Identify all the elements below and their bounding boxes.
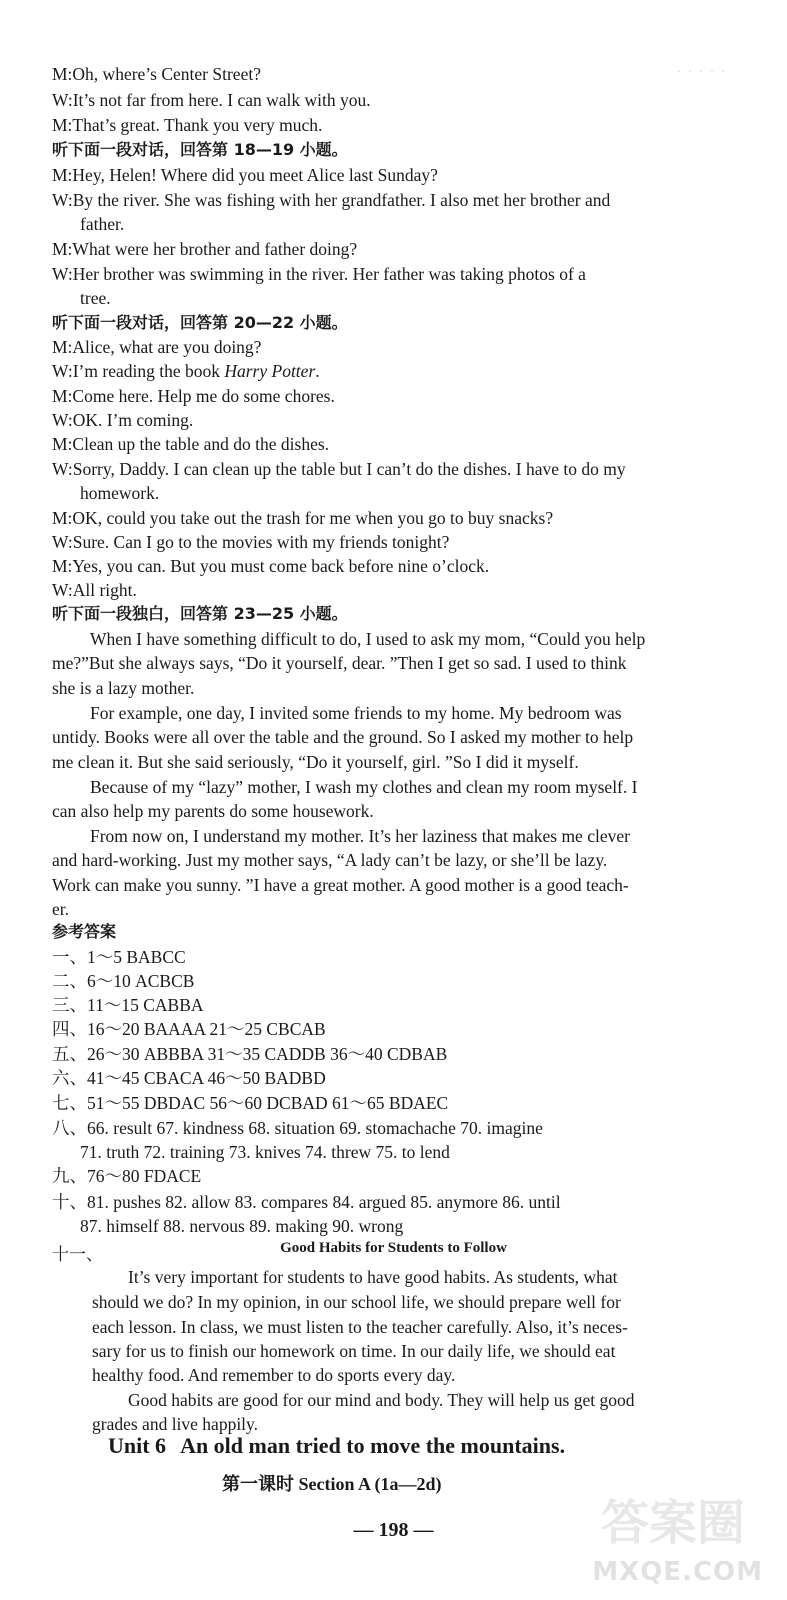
monologue-line: For example, one day, I invited some friends to my home. My bedroom was bbox=[90, 703, 622, 723]
lesson-title: 第一课时 Section A (1a—2d) bbox=[222, 1474, 442, 1494]
scan-artifact: · · · · · bbox=[677, 64, 727, 78]
monologue-line: me clean it. But she said seriously, “Do it yourself, girl. ”So I did it myself. bbox=[52, 752, 579, 772]
unit-heading bbox=[108, 1433, 565, 1459]
monologue-line: When I have something difficult to do, I used to ask my mom, “Could you help bbox=[90, 629, 646, 649]
monologue-line: untidy. Books were all over the table and the ground. So I asked my mother to help bbox=[52, 727, 634, 747]
essay-line: should we do? In my opinion, in our school life, we should prepare well for bbox=[92, 1292, 621, 1312]
answer-line: 一、1～5 BABCC bbox=[52, 947, 186, 967]
answer-line: 三、11～15 CABBA bbox=[52, 995, 204, 1015]
unit-title: An old man tried to move the mountains. bbox=[180, 1433, 566, 1458]
dialogue-line: M:Alice, what are you doing? bbox=[52, 337, 262, 357]
essay-line: grades and live happily. bbox=[92, 1414, 259, 1434]
answer-line: 71. truth 72. training 73. knives 74. threw 75. to lend bbox=[80, 1142, 450, 1162]
dialogue-line: M:Clean up the table and do the dishes. bbox=[52, 434, 330, 454]
essay-line: It’s very important for students to have good habits. As students, what bbox=[128, 1267, 618, 1287]
essay-line: Good habits are good for our mind and body. They will help us get good bbox=[128, 1390, 635, 1410]
watermark-logo: 答案圈 bbox=[600, 1495, 745, 1551]
monologue-line: Because of my “lazy” mother, I wash my clothes and clean my room myself. I bbox=[90, 777, 638, 797]
monologue-line: and hard-working. Just my mother says, “A lady can’t be lazy, or she’ll be lazy. bbox=[52, 850, 608, 870]
dialogue-line: W:By the river. She was fishing with her grandfather. I also met her brother and bbox=[52, 190, 611, 210]
dialogue-line: M:Yes, you can. But you must come back before nine o’clock. bbox=[52, 556, 490, 576]
answer-line: 六、41～45 CBACA 46～50 BADBD bbox=[52, 1068, 326, 1088]
monologue-line: she is a lazy mother. bbox=[52, 678, 195, 698]
answer-line: 二、6～10 ACBCB bbox=[52, 971, 195, 991]
dialogue-line: M:What were her brother and father doing? bbox=[52, 239, 358, 259]
page-number: — 198 — bbox=[353, 1519, 434, 1541]
dialogue-line: W:All right. bbox=[52, 580, 137, 600]
answer-line: 十、81. pushes 82. allow 83. compares 84. argued 85. anymore 86. until bbox=[52, 1192, 561, 1212]
dialogue-line: M:That’s great. Thank you very much. bbox=[52, 115, 323, 135]
essay-line: sary for us to finish our homework on time. In our daily life, we should eat bbox=[92, 1341, 616, 1361]
dialogue-line: M:Come here. Help me do some chores. bbox=[52, 386, 335, 406]
section-instruction: 听下面一段对话，回答第 18—19 小题。 bbox=[52, 140, 348, 159]
monologue-line: From now on, I understand my mother. It’s her laziness that makes me clever bbox=[90, 826, 630, 846]
book-title: Harry Potter bbox=[224, 361, 316, 381]
essay-line: each lesson. In class, we must listen to the teacher carefully. Also, it’s neces- bbox=[92, 1317, 628, 1337]
dialogue-line: W:It’s not far from here. I can walk with you. bbox=[52, 90, 371, 110]
dialogue-line: W:Her brother was swimming in the river. Her father was taking photos of a bbox=[52, 264, 586, 284]
answer-line: 五、26～30 ABBBA 31～35 CADDB 36～40 CDBAB bbox=[52, 1044, 448, 1064]
essay-number: 十一、 bbox=[52, 1245, 103, 1264]
dialogue-line: M:Oh, where’s Center Street? bbox=[52, 64, 261, 84]
monologue-line: can also help my parents do some housework. bbox=[52, 801, 374, 821]
dialogue-line: tree. bbox=[80, 288, 111, 308]
unit-label: Unit 6 bbox=[108, 1433, 167, 1458]
dialogue-line: W:Sorry, Daddy. I can clean up the table but I can’t do the dishes. I have to do my bbox=[52, 459, 626, 479]
dialogue-line: W:I’m reading the book Harry Potter. bbox=[52, 361, 320, 381]
dialogue-line: W:Sure. Can I go to the movies with my friends tonight? bbox=[52, 532, 450, 552]
monologue-line: Work can make you sunny. ”I have a great mother. A good mother is a good teach- bbox=[52, 875, 629, 895]
answer-line: 八、66. result 67. kindness 68. situation 69. stomachache 70. imagine bbox=[52, 1118, 543, 1138]
section-instruction: 听下面一段对话，回答第 20—22 小题。 bbox=[52, 313, 348, 332]
answer-line: 四、16～20 BAAAA 21～25 CBCAB bbox=[52, 1019, 326, 1039]
watermark bbox=[583, 1482, 763, 1587]
essay-title: Good Habits for Students to Follow bbox=[280, 1240, 507, 1256]
dialogue-line: W:OK. I’m coming. bbox=[52, 410, 194, 430]
essay-line: healthy food. And remember to do sports every day. bbox=[92, 1365, 456, 1385]
section-instruction: 听下面一段独白，回答第 23—25 小题。 bbox=[52, 604, 348, 623]
dialogue-line: father. bbox=[80, 214, 125, 234]
monologue-line: me?”But she always says, “Do it yourself, dear. ”Then I get so sad. I used to think bbox=[52, 653, 627, 673]
monologue-line: er. bbox=[52, 899, 70, 919]
dialogue-line: M:OK, could you take out the trash for me when you go to buy snacks? bbox=[52, 508, 554, 528]
watermark-site: MXQE.COM bbox=[592, 1557, 763, 1587]
answers-heading: 参考答案 bbox=[52, 924, 117, 941]
dialogue-line: homework. bbox=[80, 483, 160, 503]
answer-line: 87. himself 88. nervous 89. making 90. wrong bbox=[80, 1216, 404, 1236]
dialogue-line: M:Hey, Helen! Where did you meet Alice last Sunday? bbox=[52, 165, 438, 185]
answer-line: 九、76～80 FDACE bbox=[52, 1166, 202, 1186]
answer-line: 七、51～55 DBDAC 56～60 DCBAD 61～65 BDAEC bbox=[52, 1093, 449, 1113]
